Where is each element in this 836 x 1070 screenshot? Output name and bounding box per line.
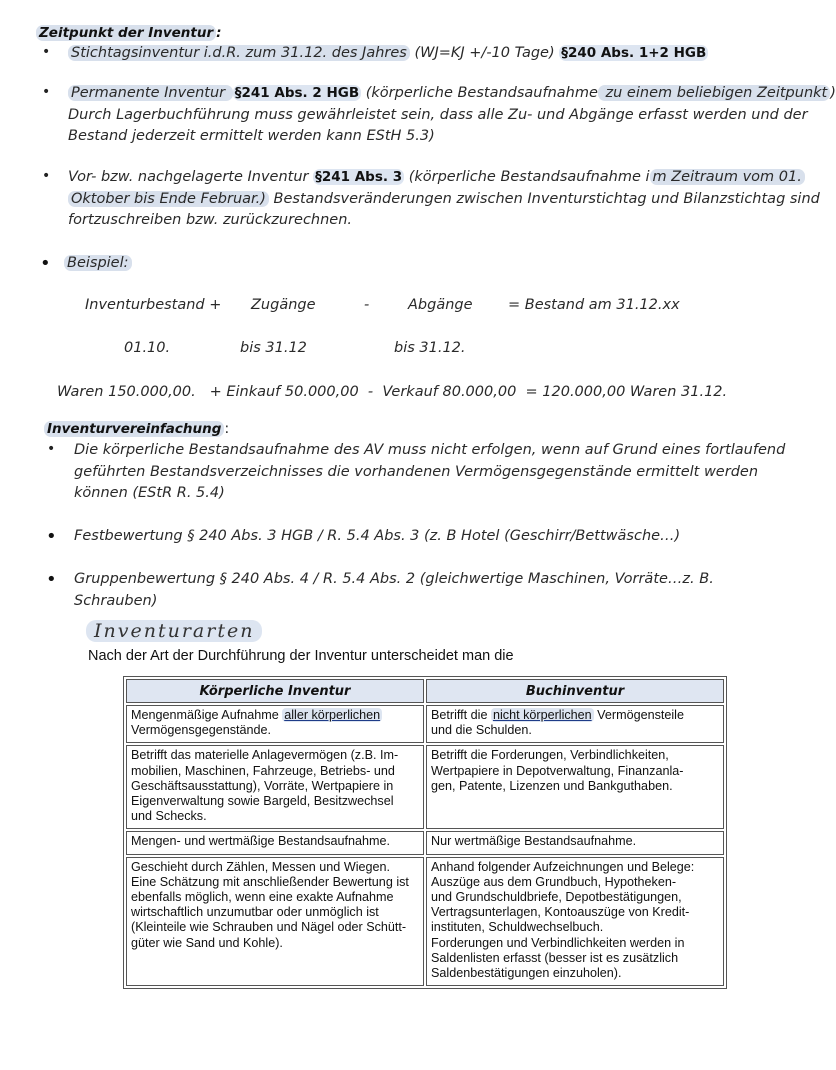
column-header-buchinventur: Buchinventur	[426, 679, 724, 703]
table-cell: Geschieht durch Zählen, Messen und Wiegen. Eine Schätzung mit anschließender Bewertung ist ebenfalls möglich, wenn eine exakte Aufnahme wirtschaftlich unzumutbar oder unmöglich ist (Kleinteile wie Schrauben und Nägel oder Schütt- güter wie Sand und Kohle).	[126, 857, 424, 987]
calc-date-1: 01.10.	[124, 340, 171, 356]
inventurarten-intro: Nach der Art der Durchführung der Inventur unterscheidet man die	[88, 648, 514, 664]
calc-zugaenge: Zugänge	[251, 297, 316, 313]
bullet-icon: •	[42, 168, 51, 184]
bullet-stichtag: Stichtagsinventur i.d.R. zum 31.12. des Jahres (WJ=KJ +/-10 Tage) §240 Abs. 1+2 HGB	[68, 43, 708, 65]
table-row	[126, 705, 724, 743]
table-cell: Mengen- und wertmäßige Bestandsaufnahme.	[126, 831, 424, 854]
calc-date-2: bis 31.12	[240, 340, 307, 356]
column-header-koerperlich: Körperliche Inventur	[126, 679, 424, 703]
calc-inventurbestand: Inventurbestand +	[85, 297, 222, 313]
table-cell: Betrifft die Forderungen, Verbindlichkeiten, Wertpapiere in Depotverwaltung, Finanzanla- gen, Patente, Lizenzen und Bankguthaben.	[426, 745, 724, 829]
calc-minus: -	[364, 297, 370, 313]
calc-date-3: bis 31.12.	[394, 340, 466, 356]
heading-text: Zeitpunkt der Inventur	[36, 25, 216, 41]
bullet-icon: •	[42, 84, 51, 100]
calc-example-row: Waren 150.000,00. + Einkauf 50.000,00 - Verkauf 80.000,00 = 120.000,00 Waren 31.12.	[57, 384, 728, 400]
table-cell: Mengenmäßige Aufnahme aller körperlichen Vermögensgegenstände.	[126, 705, 424, 743]
section-heading-zeitpunkt: Zeitpunkt der Inventur :	[36, 22, 222, 41]
bullet-icon: •	[47, 441, 56, 457]
table-row	[126, 831, 724, 854]
bullet-icon: •	[46, 526, 57, 547]
bullet-icon: •	[42, 44, 51, 60]
bullet-icon: •	[46, 569, 57, 590]
table-row	[126, 745, 724, 829]
bullet-vor-nach: Vor- bzw. nachgelagerte Inventur §241 Abs. 3 (körperliche Bestandsaufnahme i m Zeitraum vom 01. Oktober bis Ende Februar.) Bestandsveränderungen zwischen Inventurstichtag und Bilanzstichtag sind fortzuschreiben bzw. zurückzurechnen.	[68, 169, 820, 228]
calc-abgaenge: Abgänge	[408, 297, 473, 313]
table-row	[126, 857, 724, 987]
inventurarten-title: Inventurarten	[86, 620, 262, 642]
bullet-permanent: Permanente Inventur §241 Abs. 2 HGB (körperliche Bestandsaufnahme zu einem beliebigen Zeitpunkt ) Durch Lagerbuchführung muss gewährleistet sein, dass alle Zu- und Abgänge erfasst werden und der Bestand jederzeit ermittelt werden kann EStH 5.3)	[68, 85, 836, 144]
table-cell: Anhand folgender Aufzeichnungen und Belege: Auszüge aus dem Grundbuch, Hypotheken- und Grundschuldbriefe, Depotbestätigungen, Vertragsunterlagen, Kontoauszüge von Kredit- instituten, Schuldwechselbuch. Forderungen und Verbindlichkeiten werden in Saldenlisten erfasst (besser ist es zusätzlich Saldenbestätigungen einzuholen).	[426, 857, 724, 987]
bullet-icon: •	[40, 253, 51, 274]
table-cell: Betrifft das materielle Anlagevermögen (z.B. Im- mobilien, Maschinen, Fahrzeuge, Betriebs- und Geschäftsausstattung), Vorräte, Wertpapiere in Eigenverwaltung sowie Bargeld, Besitzwechsel und Schecks.	[126, 745, 424, 829]
vereinfachung-item-1: Die körperliche Bestandsaufnahme des AV muss nicht erfolgen, wenn auf Grund eines fortlaufend geführten Bestandsverzeichnisses die vorhandenen Vermögensgegenstände ermittelt werden können (EStR R. 5.4)	[74, 442, 786, 501]
vereinfachung-item-3: Gruppenbewertung § 240 Abs. 4 / R. 5.4 Abs. 2 (gleichwertige Maschinen, Vorräte…z. B. Schrauben)	[74, 571, 714, 609]
table-cell: Betrifft die nicht körperlichen Vermögensteile und die Schulden.	[426, 705, 724, 743]
inventurarten-table	[123, 676, 727, 989]
beispiel-label: Beispiel:	[64, 253, 132, 275]
table-cell: Nur wertmäßige Bestandsaufnahme.	[426, 831, 724, 854]
section-heading-vereinfachung: Inventurvereinfachung :	[44, 418, 229, 441]
vereinfachung-item-2: Festbewertung § 240 Abs. 3 HGB / R. 5.4 Abs. 3 (z. B Hotel (Geschirr/Bettwäsche…)	[74, 528, 681, 544]
calc-bestand: = Bestand am 31.12.xx	[508, 297, 680, 313]
